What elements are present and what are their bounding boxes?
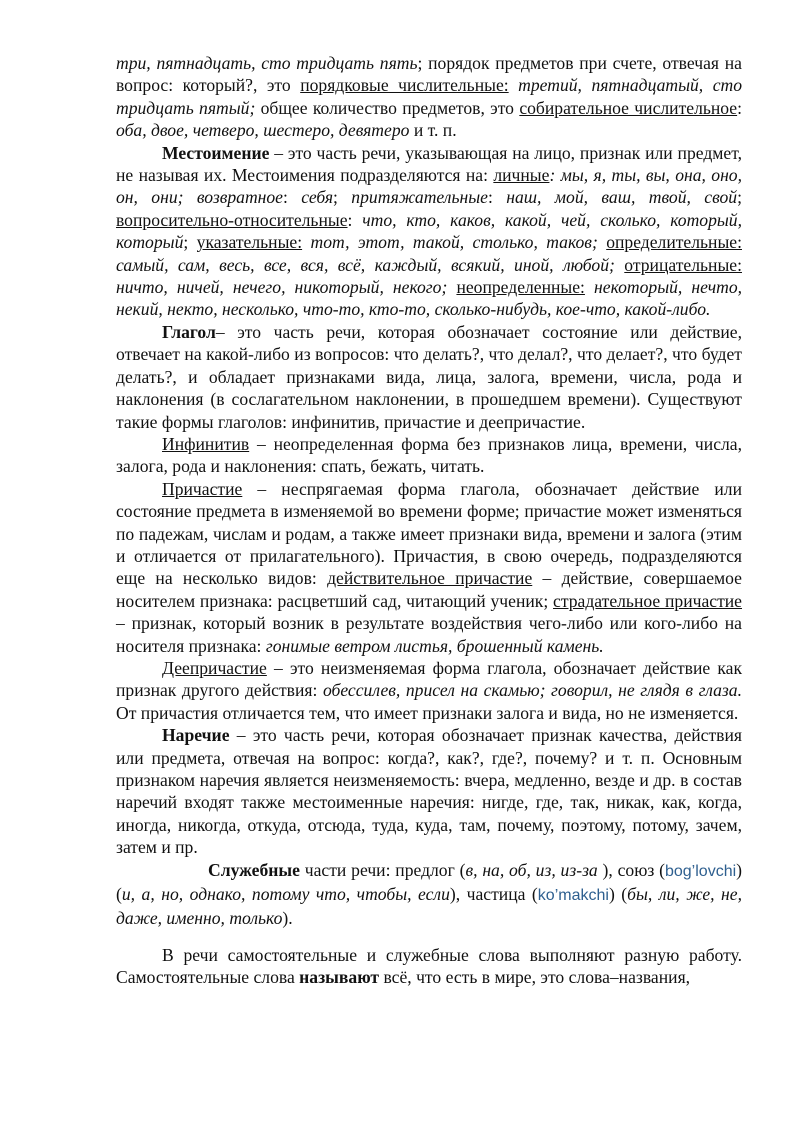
possessive-pronoun-term: притяжательные <box>351 187 488 208</box>
negative-pronoun-term: отрицательные: <box>624 254 742 275</box>
interrogative-pronoun-term: вопросительно-относительные <box>116 209 348 230</box>
verb-term: Глагол <box>162 321 216 342</box>
pronoun-term: Местоимение <box>162 142 270 163</box>
participle-paragraph: Причастие – неспрягаемая форма глагола, обозначает действие или состояние предмета в изменяемой во времени форме; причастие может изменяться по падежам, числам и родам, а также имеет признаки вида, времени и залога (этим и отличается от прилагательного). Причастия, в свою очередь, подразделяются еще на несколько видов: действительное причастие – действие, совершаемое носителем признака: расцветший сад, читающий ученик; страдательное причастие – признак, который возник в результате воздействия чего-либо или кого-либо на носителя признака: гонимые ветром листья, брошенный камень. <box>116 478 742 656</box>
infinitive-term: Инфинитив <box>162 433 250 454</box>
ordinal-numerals-term: порядковые числительные: <box>300 75 509 96</box>
gerund-term: Деепричастие <box>162 657 267 678</box>
active-participle-term: действительное причастие <box>327 568 533 589</box>
ordinal-examples: третий, пятнадцатый, сто тридцать пятый; <box>116 75 743 118</box>
participle-term: Причастие <box>162 478 243 499</box>
personal-pronoun-term: личные <box>493 165 550 186</box>
numeral-examples: три, пятнадцать, сто тридцать пять <box>116 53 418 73</box>
gerund-paragraph: Деепричастие – это неизменяемая форма глагола, обозначает действие как признак другого действия: обессилев, присел на скамью; говорил, не глядя в глаза. От причастия отличается тем, что имеет признаки залога и вида, но не изменяется. <box>116 657 742 723</box>
function-words-paragraph: Служебные части речи: предлог (в, на, об, из, из-за ), союз (bog’lovchi) (и, а, но, однако, потому что, чтобы, если), частица (ko’makchi) (бы, ли, же, не, даже, именно, только). <box>116 859 742 929</box>
verb-paragraph: Глагол– это часть речи, которая обозначает состояние или действие, отвечает на какой-либо из вопросов: что делать?, что делал?, что делает?, что будет делать?, и обладает признаками вида, лица, залога, времени, числа, рода и наклонения (в сослагательном наклонении, в прошедшем времени). Существуют такие формы глаголов: инфинитив, причастие и деепричастие. <box>116 321 742 432</box>
demonstrative-pronoun-term: указательные: <box>196 232 303 253</box>
collective-examples: оба, двое, четверо, шестеро, девятеро <box>116 120 410 141</box>
infinitive-paragraph: Инфинитив – неопределенная форма без признаков лица, времени, числа, залога, рода и наклонения: спать, бежать, читать. <box>116 433 742 477</box>
passive-participle-term: страдательное причастие <box>553 590 742 611</box>
adverb-term: Наречие <box>162 725 230 746</box>
collective-numeral-term: собирательное числительное <box>519 97 738 118</box>
numerals-paragraph: три, пятнадцать, сто тридцать пять; порядок предметов при счете, отвечая на вопрос: который?, это порядковые числительные: третий, пятнадцатый, сто тридцать пятый; общее количество предметов, это собирательное числительное: оба, двое, четверо, шестеро, девятеро и т. п. <box>116 53 743 141</box>
adverb-paragraph: Наречие – это часть речи, которая обозначает признак качества, действия или предмета, отвечая на вопрос: когда?, как?, где?, почему? и т. п. Основным признаком наречия является неизменяемость: вчера, медленно, везде и др. в состав наречий входят также местоименные наречия: нигде, где, так, никак, как, когда, иногда, никогда, откуда, отсюда, туда, куда, там, почему, поэтому, потому, зачем, затем и пр. <box>116 725 742 858</box>
uzbek-conjunction-term: bog’lovchi <box>664 862 737 880</box>
document-page <box>116 52 742 989</box>
function-words-term: Служебные <box>208 859 300 880</box>
closing-paragraph: В речи самостоятельные и служебные слова выполняют разную работу. Самостоятельные слова называют всё, что есть в мире, это слова–названия, <box>116 944 742 988</box>
closing-bold-word: называют <box>299 967 380 988</box>
definitive-pronoun-term: определительные: <box>606 232 742 253</box>
uzbek-particle-term: ko’makchi <box>537 887 609 905</box>
pronoun-paragraph: Местоимение – это часть речи, указывающая на лицо, признак или предмет, не называя их. Местоимения подразделяются на: личные: мы, я, ты, вы, она, оно, он, они; возвратное: себя; притяжательные: наш, мой, ваш, твой, свой; вопросительно-относительные: что, кто, каков, какой, чей, сколько, который, который; указательные: тот, этот, такой, столько, таков; определительные: самый, сам, весь, все, вся, всё, каждый, всякий, иной, любой; отрицательные: ничто, ничей, нечего, никоторый, некого; неопределенные: некоторый, нечто, некий, некто, несколько, что-то, кто-то, сколько-нибудь, кое-что, какой-либо. <box>116 142 743 320</box>
indefinite-pronoun-term: неопределенные: <box>456 277 585 298</box>
